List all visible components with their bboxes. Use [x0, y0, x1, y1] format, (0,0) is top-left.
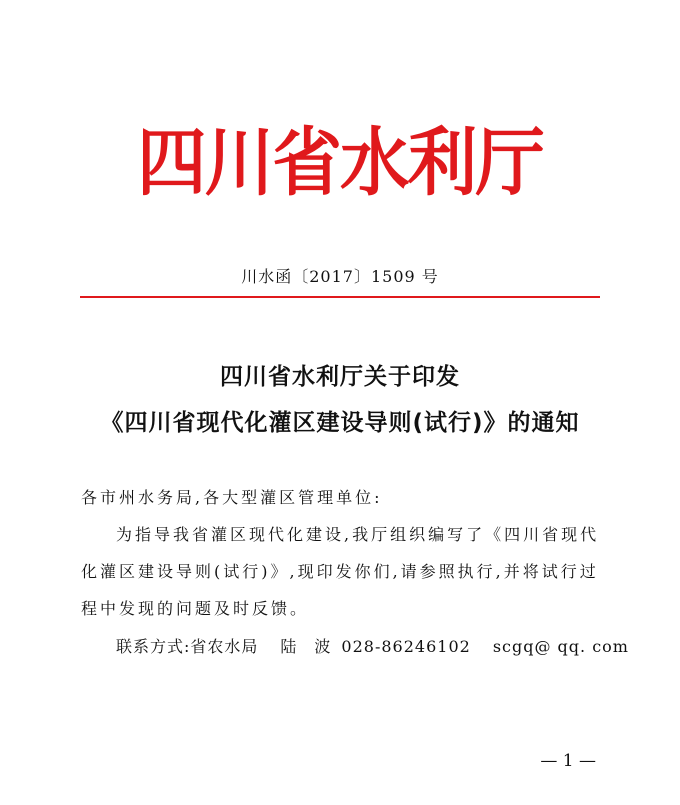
contact-email: scgq@ qq. com: [492, 637, 629, 656]
salutation: 各市州水务局,各大型灌区管理单位:: [81, 488, 383, 507]
red-separator-line: [80, 296, 600, 298]
masthead: 四川省水利厅: [136, 120, 544, 206]
document-number: 川水函〔2017〕1509 号: [241, 267, 439, 286]
title-line-1: 四川省水利厅关于印发: [220, 364, 460, 390]
contact-label: 联系方式:省农水局: [116, 637, 259, 656]
paragraph-line-1: 为指导我省灌区现代化建设,我厅组织编写了《四川省现代: [116, 525, 600, 544]
paragraph-line-2: 化灌区建设导则(试行)》,现印发你们,请参照执行,并将试行过: [81, 562, 599, 581]
contact-name: 陆 波: [280, 637, 332, 656]
contact-phone: 028-86246102: [341, 637, 471, 656]
title-line-2: 《四川省现代化灌区建设导则(试行)》的通知: [100, 410, 580, 436]
page-number: — 1 —: [540, 751, 596, 771]
contact-line: [116, 636, 629, 658]
paragraph-line-3: 程中发现的问题及时反馈。: [81, 599, 310, 618]
